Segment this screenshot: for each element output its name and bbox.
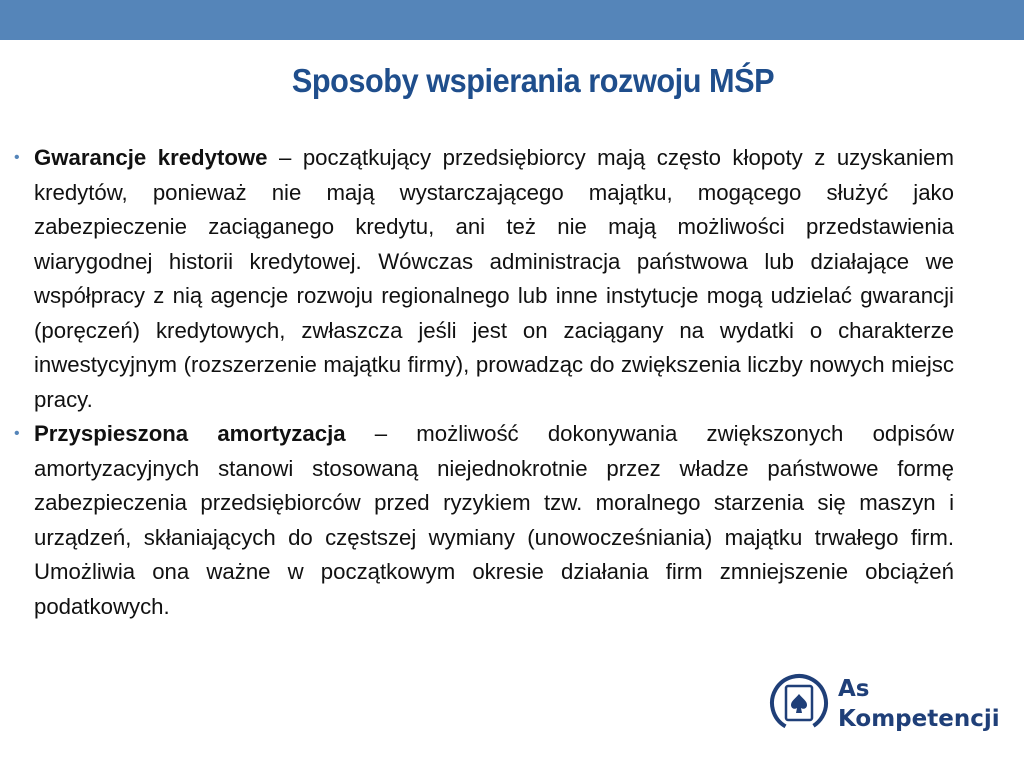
bullet-text: – początkujący przedsiębiorcy mają często kłopoty z uzyskaniem kredytów, ponieważ nie mają wystarczającego majątku, mogącego służyć jako zabezpieczenie zaciąganego kredytu, ani też nie mają możliwości przedstawienia wiarygodnej historii kredytowej. Wówczas administracja państwowa lub działające we współpracy z nią agencje rozwoju regionalnego lub inne instytucje mogą udzielać gwarancji (poręczeń) kredytowych, zwłaszcza jeśli jest on zaciągany na wydatki o charakterze inwestycyjnym (rozszerzenie majątku firmy), prowadząc do zwiększenia liczby nowych miejsc pracy. — [34, 145, 954, 412]
bullet-dot-icon: • — [14, 149, 20, 166]
as-kompetencji-logo — [768, 664, 998, 744]
bullet-item-przyspieszona-amortyzacja — [14, 417, 954, 624]
slide-title: Sposoby wspierania rozwoju MŚP — [291, 62, 775, 99]
bullet-dot-icon: • — [14, 425, 20, 442]
top-accent-bar — [0, 0, 1024, 40]
bullet-item-gwarancje-kredytowe — [14, 141, 954, 417]
bullet-text: – możliwość dokonywania zwiększonych odpisów amortyzacyjnych stanowi stosowaną niejednokrotnie przez władze państwowe formę zabezpieczenia przedsiębiorców przed ryzykiem tzw. moralnego starzenia się maszyn i urządzeń, skłaniających do częstszej wymiany (unowocześniania) majątku trwałego firm. Umożliwia ona ważne w początkowym okresie działania firm zmniejszenie obciążeń podatkowych. — [34, 421, 954, 619]
logo-text-as: As — [838, 676, 870, 702]
bullet-term: Gwarancje kredytowe — [34, 145, 268, 170]
slide-content — [14, 141, 954, 624]
bullet-term: Przyspieszona amortyzacja — [34, 421, 346, 446]
logo-text-kompetencji: Kompetencji — [838, 706, 1000, 732]
spade-card-icon — [768, 672, 830, 734]
